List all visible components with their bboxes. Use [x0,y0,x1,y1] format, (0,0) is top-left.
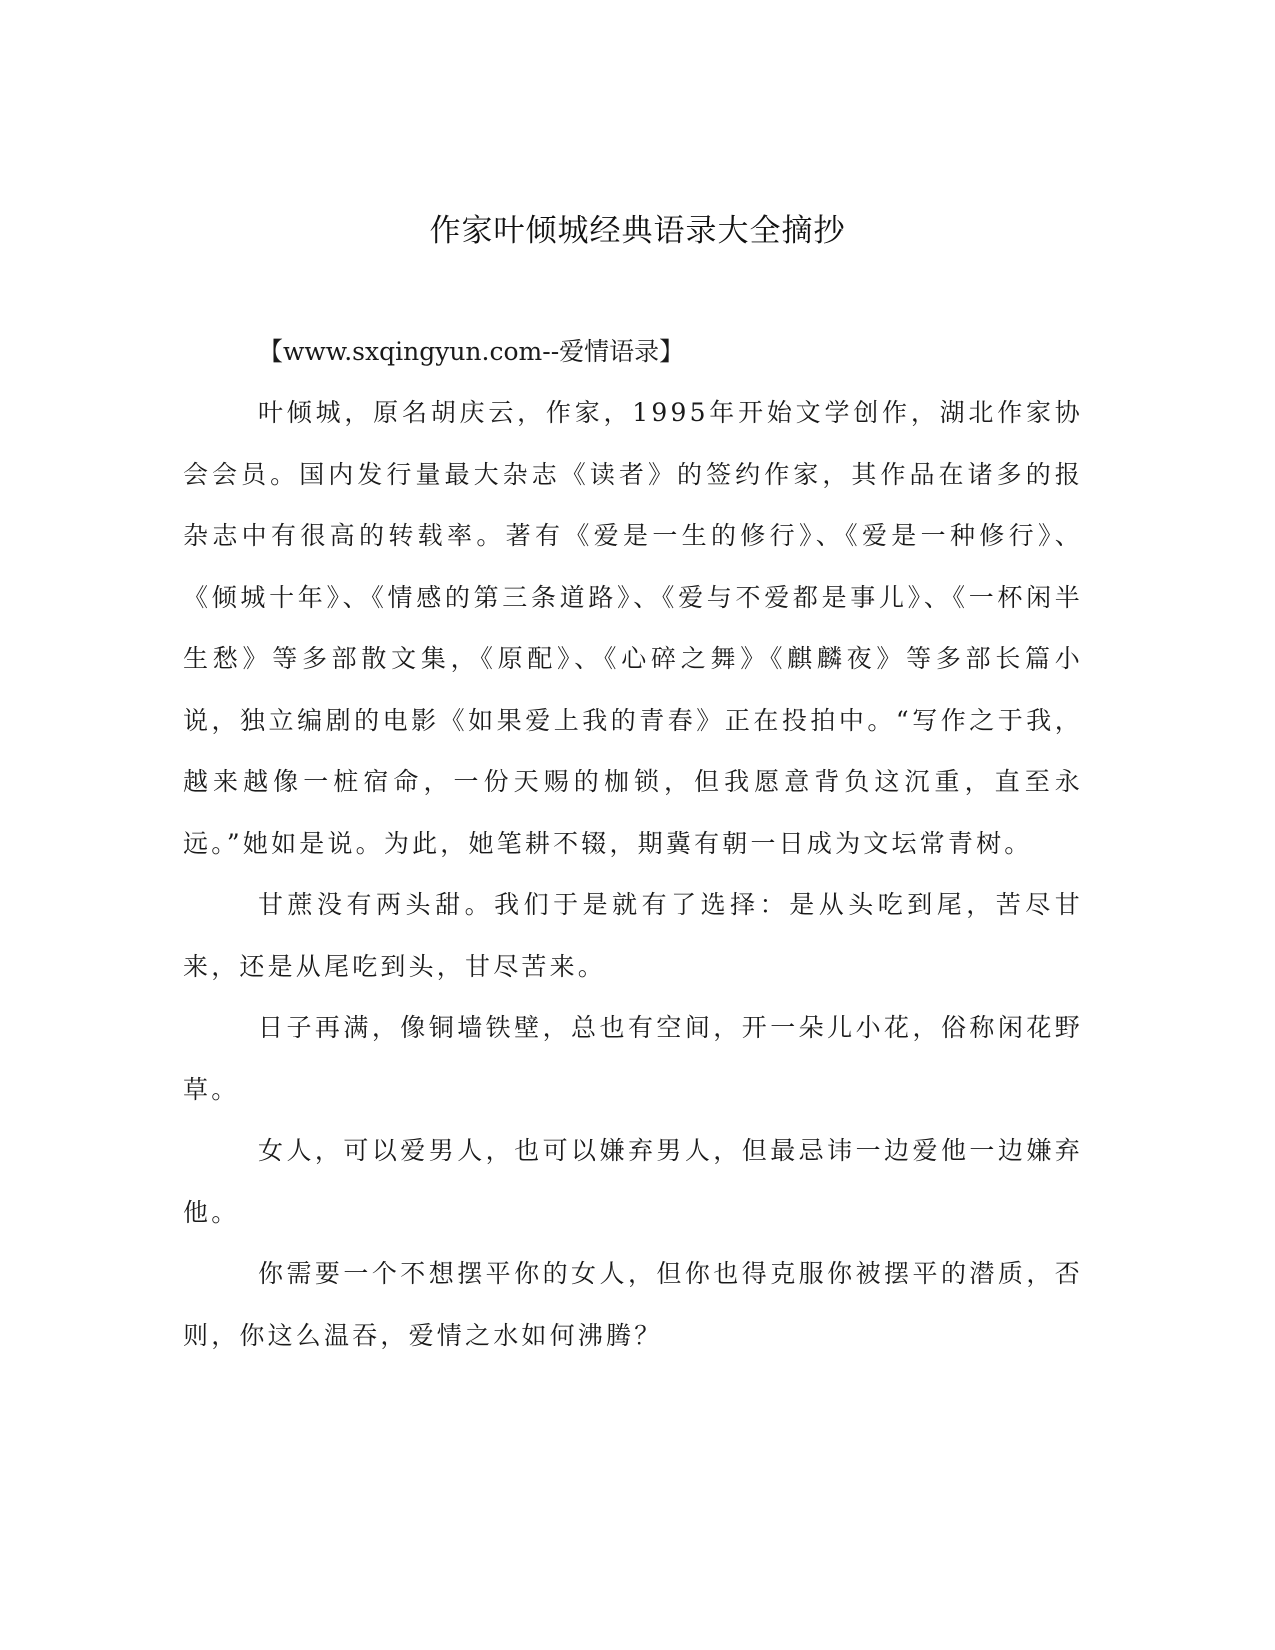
paragraph-quote-3: 女人，可以爱男人，也可以嫌弃男人，但最忌讳一边爱他一边嫌弃他。 [183,1136,1083,1227]
document-body [183,322,1083,1366]
paragraph-quote-4: 你需要一个不想摆平你的女人，但你也得克服你被摆平的潜质，否则，你这么温吞，爱情之水如何沸腾？ [183,1259,1083,1350]
paragraph-intro: 叶倾城，原名胡庆云，作家，1995年开始文学创作，湖北作家协会会员。国内发行量最大杂志《读者》的签约作家，其作品在诸多的报杂志中有很高的转载率。著有《爱是一生的修行》、《爱是一种修行》、《倾城十年》、《情感的第三条道路》、《爱与不爱都是事儿》、《一杯闲半生愁》等多部散文集，《原配》、《心碎之舞》《麒麟夜》等多部长篇小说，独立编剧的电影《如果爱上我的青春》正在投拍中。“写作之于我，越来越像一桩宿命，一份天赐的枷锁，但我愿意背负这沉重，直至永远。”她如是说。为此，她笔耕不辍，期冀有朝一日成为文坛常青树。 [183,398,1083,858]
source-line: 【www.sxqingyun.com--爱情语录】 [258,337,685,366]
paragraph-quote-2: 日子再满，像铜墙铁壁，总也有空间，开一朵儿小花，俗称闲花野草。 [183,1013,1083,1104]
document-title: 作家叶倾城经典语录大全摘抄 [429,213,846,249]
paragraph-quote-1: 甘蔗没有两头甜。我们于是就有了选择：是从头吃到尾，苦尽甘来，还是从尾吃到头，甘尽苦来。 [183,890,1083,981]
